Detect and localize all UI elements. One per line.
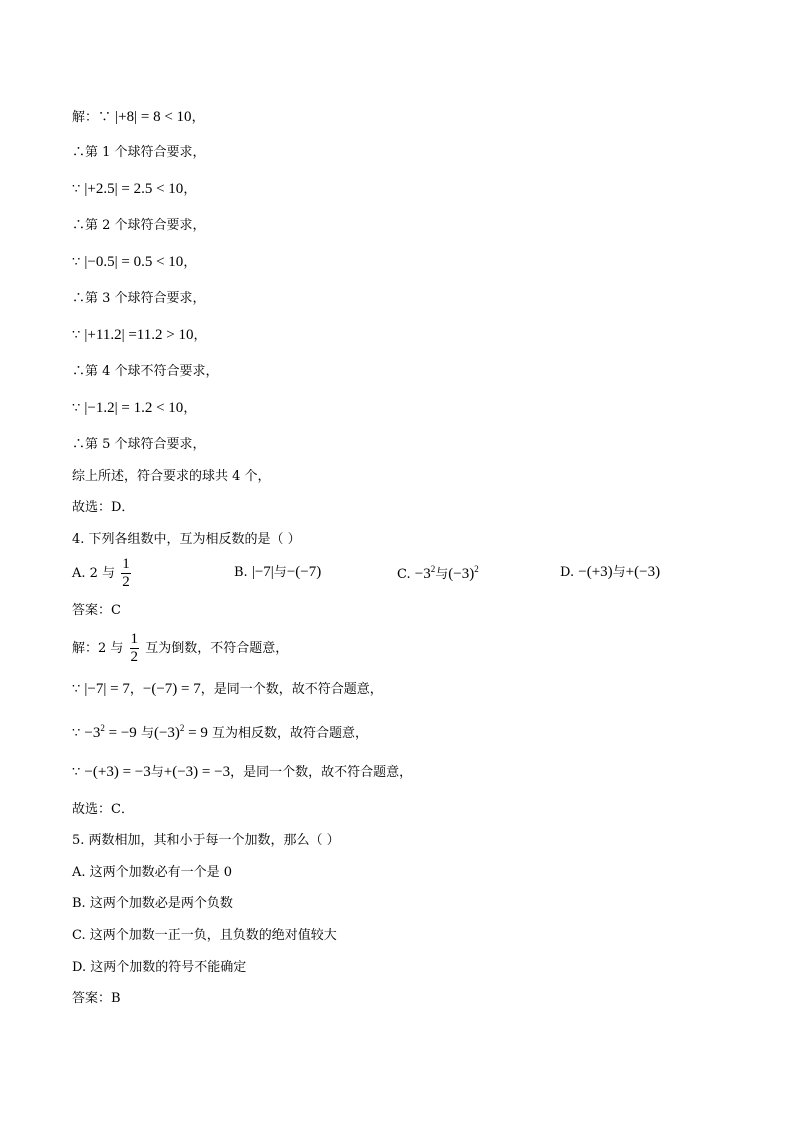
math-expression: −(−7) = 7 xyxy=(142,681,201,697)
solution-choice: 故选：D． xyxy=(72,500,135,515)
punctuation: ， xyxy=(183,182,197,197)
question-4-answer: 答案：C xyxy=(72,603,121,618)
question-5-stem: 5. 两数相加，其和小于每一个加数，那么（ ） xyxy=(72,833,340,848)
math-expression: |+11.2| =11.2 > 10 xyxy=(84,327,194,343)
solution-summary: 综上所述，符合要求的球共 4 个， xyxy=(72,469,271,484)
math-expression: |−7| xyxy=(251,564,274,580)
because-symbol: ∵ xyxy=(98,110,112,125)
question-4-solution-3 xyxy=(72,724,368,741)
option-c-label: C. xyxy=(397,567,411,582)
numerator: 1 xyxy=(130,631,139,647)
option-a-label: A. 2 与 xyxy=(72,566,116,581)
connector: 与 xyxy=(612,565,626,580)
option-c xyxy=(397,565,479,582)
option-a xyxy=(72,556,133,591)
math-expression xyxy=(154,725,208,741)
because-symbol: ∵ xyxy=(72,765,81,780)
math-expression xyxy=(448,566,478,582)
solution-line-2: ∴第 1 个球符合要求， xyxy=(72,145,206,160)
connector: 与 xyxy=(435,567,449,582)
because-symbol: ∵ xyxy=(72,255,81,270)
math-expression xyxy=(84,725,136,741)
question-5-option-c: C. 这两个加数一正一负，且负数的绝对值较大 xyxy=(72,928,337,943)
math-expression: |+2.5| = 2.5 < 10 xyxy=(84,181,184,197)
solution-text: ，是同一个数，故不符合题意， xyxy=(230,765,413,780)
solution-line-9 xyxy=(72,401,196,416)
denominator: 2 xyxy=(122,574,130,590)
punctuation: ， xyxy=(183,255,197,270)
solution-line-8: ∴第 4 个球不符合要求， xyxy=(72,364,219,379)
math-expression: |−0.5| = 0.5 < 10 xyxy=(84,254,184,270)
exponent: 2 xyxy=(430,564,436,574)
fraction xyxy=(121,556,131,591)
option-d-label: D. xyxy=(560,565,575,580)
question-4-stem: 4. 下列各组数中，互为相反数的是（ ） xyxy=(72,532,301,547)
because-symbol: ∵ xyxy=(72,182,81,197)
punctuation: ， xyxy=(183,401,197,416)
denominator: 2 xyxy=(130,649,139,665)
base: −3 xyxy=(84,725,101,741)
exponent: 2 xyxy=(100,723,105,733)
solution-line-3 xyxy=(72,182,196,197)
question-5-option-a: A. 这两个加数必有一个是 0 xyxy=(72,865,233,880)
option-b-label: B. xyxy=(234,565,248,580)
math-expression: +(−3) xyxy=(625,564,661,580)
solution-text: 互为倒数，不符合题意， xyxy=(145,641,289,656)
connector: 与 xyxy=(140,726,154,741)
solution-text: 解：2 与 xyxy=(72,641,124,656)
question-4-solution-2 xyxy=(72,682,383,697)
solution-line-1 xyxy=(72,110,205,125)
math-expression xyxy=(415,566,435,582)
because-symbol: ∵ xyxy=(72,726,81,741)
question-4-choice: 故选：C． xyxy=(72,802,134,817)
base: (−3) xyxy=(448,566,475,582)
solution-line-10: ∴第 5 个球符合要求， xyxy=(72,437,206,452)
numerator: 1 xyxy=(122,556,130,572)
solution-text: ，是同一个数，故不符合题意， xyxy=(200,682,383,697)
question-5-option-b: B. 这两个加数必是两个负数 xyxy=(72,896,233,911)
solution-line-6: ∴第 3 个球符合要求， xyxy=(72,291,206,306)
option-d xyxy=(560,565,660,580)
math-expression: |+8| = 8 < 10 xyxy=(115,109,192,125)
base: −3 xyxy=(414,566,431,582)
result: = −9 xyxy=(104,725,137,741)
punctuation: ， xyxy=(193,328,207,343)
fraction xyxy=(130,631,140,666)
option-b xyxy=(234,565,321,580)
exponent: 2 xyxy=(179,723,185,733)
connector: 与 xyxy=(150,765,164,780)
punctuation: ， xyxy=(191,110,205,125)
question-5-answer: 答案：B xyxy=(72,991,121,1006)
punctuation: ， xyxy=(129,682,143,697)
because-symbol: ∵ xyxy=(72,328,81,343)
solution-label: 解： xyxy=(72,110,99,125)
solution-line-5 xyxy=(72,255,196,270)
because-symbol: ∵ xyxy=(72,401,81,416)
exponent: 2 xyxy=(474,564,479,574)
math-expression: +(−3) = −3 xyxy=(163,764,231,780)
base: (−3) xyxy=(153,725,180,741)
math-expression: |−7| = 7 xyxy=(84,681,130,697)
result: = 9 xyxy=(184,725,208,741)
question-4-solution-4 xyxy=(72,765,412,780)
because-symbol: ∵ xyxy=(72,682,81,697)
solution-line-7 xyxy=(72,328,206,343)
solution-line-4: ∴第 2 个球符合要求， xyxy=(72,218,206,233)
math-expression: −(−7) xyxy=(286,564,322,580)
math-expression: −(+3) = −3 xyxy=(84,764,151,780)
question-4-options xyxy=(72,556,752,592)
math-expression: −(+3) xyxy=(578,564,613,580)
connector: 与 xyxy=(273,565,287,580)
question-4-solution-1 xyxy=(72,631,288,667)
solution-text: 互为相反数，故符合题意， xyxy=(212,726,369,741)
question-5-option-d: D. 这两个加数的符号不能确定 xyxy=(72,960,247,975)
math-expression: |−1.2| = 1.2 < 10 xyxy=(84,400,184,416)
